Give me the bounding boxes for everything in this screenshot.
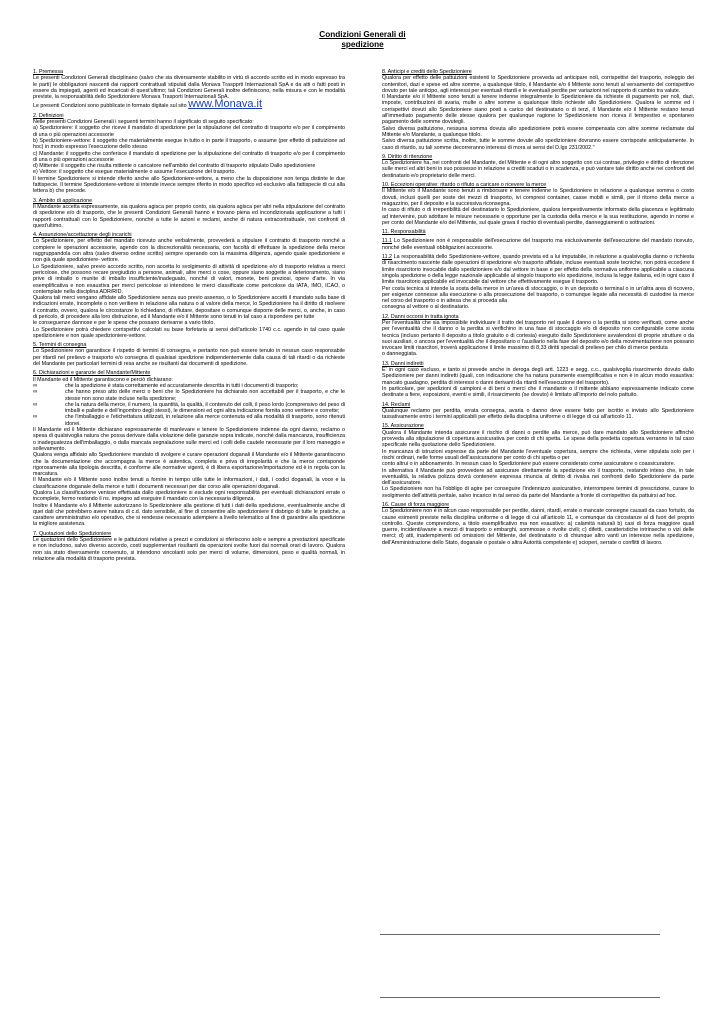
bullet-icon: ∞ [33,401,38,408]
section-heading-5: 5. Termini di consegna [33,342,87,349]
title-line-2: spedizione [341,40,384,49]
document-title [0,30,725,50]
section-13-p2-end: dovuto) è limitato all'importo del nolo pattuito. [530,392,638,399]
section-13-p1: E' in ogni caso escluso, e tanto si prevede anche in deroga degli artt. 1223 e segg. c.c., qualsivoglia risarcimento dovuto dallo Spedizioniere per danni indiretti (quali, con indicazione che ha natura puramente esemplificativa e non è in alcun modo esaustiva: mancato guadagno, perdita di interessi o danni derivanti da ritardi nell'esecuzione del trasporto). [382,367,694,386]
section-2-text: Nelle presenti Condizioni Generali i seguenti termini hanno il significato di seguito specificato: [33,119,254,126]
section-15-p4-body: Lo Spedizioniere non ha l'obbligo di agire per conseguire l'indennizzo assicurativo, interrompere termini di prescrizione, curare lo svolgimento dell'attività peritale, salvo incarico in tal senso da parte del Mandante a fronte di corrispettivo da pattuirsi [382,486,694,499]
section-7-text: Le quotazioni dello Spedizioniere e le pattuizioni relative a prezzi e condizioni si riferiscono solo e sempre a prestazioni specificate e non includono, salvo diverso accordo, costi supplementari risultanti da operazioni svolte fuori dai normali orari di lavoro. Qualora non sia stato diversamente convenuto, si intendono vincolanti solo per merci di volume, dimensioni, peso e qualità normali, in relazione alla modalità di trasporto prevista. [33,537,345,562]
section-heading-2: 2. Definizioni [33,112,64,119]
section-8-p1: Qualora per effetto delle pattuizioni esistenti lo Spedizioniere provveda ad anticipare noli, corrispettivi del trasporto, noleggio dei contenitori, dazi e spese ed altre somme, a qualunque titolo, il Mandante e/o il Mittente sono tenuti al versamento del corrispettivo dovuto per tale anticipo, agli interessi per eventuali ritardi e le eventuali perdite per variazioni nel rapporto di cambio tra valute. [382,75,694,94]
section-15-p3: In alternativa il Mandante può provvedere ad assicurare direttamente la spedizione e/o il trasporto, restando inteso che, in tale eventualità, la relativa polizza dovrà contenere espressa rinuncia al diritto di rivalsa nei confronti dello Spedizioniere da parte dell'assicuratore. [382,467,694,487]
section-6-p4: Qualora La classificazione venisse effettuata dallo spedizioniere si esclude ogni responsabilità per eventuali dichiarazioni errate o incomplete, fermo restando il ns. impegno ad eseguire il mandato con la necessaria diligenza. [33,490,345,503]
section-10-p2: In caso di rifiuto o di irreperibilità del destinatario lo Spedizioniere, qualora tempestivamente informato della giacenza e legittimato ad intervenire, può adottare le misure necessarie o opportune per la custodia della merce e la sua restituzione, agendo in nome e per conto del Mandante e/o del Mittente, sul quale grava il rischio di eventuali perdite, danneggiamenti o sottrazioni. [382,207,694,226]
section-heading-10: 10. Eccezioni operative: ritardo o rifiuto a caricare o ricevere la merce [382,182,547,189]
section-heading-4: 4. Assunzione/accettazione degli incarichi [33,232,132,239]
section-15-p2b: conto altrui o in abbonamento. In nessun caso lo Spedizioniere può essere considerato come assicuratore o coassicuratore. [382,461,676,468]
section-6-p5: Inoltre il Mandante e/o il Mittente autorizzano lo Spedizioniere alla gestione di tutti i dati della spedizione, eventualmente anche di quei dati che potrebbero avere natura di c.d. dato sensibile, al fine di consentire allo spedizioniere il disbrigo di tutte le pratiche, a carattere amministrativo e/o operativo, che si rendesse necessario adempiere a livello telematico al fine di garantire alla spedizione la migliore assistenza. [33,502,345,528]
section-heading-12: 12. Danni occorsi in tratta ignota [382,313,459,320]
section-heading-1: 1. Premessa [33,69,63,75]
section-6-p1: Il Mandante ed il Mittente dichiarano espressamente di manlevare e tenere lo Spedizioniere indenne da ogni danno, reclamo o spesa di qualsivoglia natura che possa derivare dalla violazione delle garanzie sopra indicate, nonché dalla mancanza, insufficienza o inadeguatezza dell'imballaggio, o dalla mancata segnalazione sulle merci ed i colli delle cautele necessarie per il loro maneggio e sollevamento. [33,427,345,452]
clause-text: La responsabilità dello Spedizioniere-vettore, quando prevista ed a lui imputabile, in relazione a qualsivoglia danno o richiesta di risarcimento nascente dalle operazioni di spedizione e/o trasporto affidate, incluse eventuali soste tecniche, non potrà eccedere il limite risarcitorio invocabile dallo spedizioniere e/o dal vettore in base e per effetto della normativa uniforme applicabile a ciascuna singola spedizione o della legge nazionale applicabile al singolo trasporto e/o spedizione, inclusa la legge italiana, ed in ogni caso il limite risarcitorio applicabile ed invocabile dal vettore che effettivamente esegue il trasporto. [382,254,694,286]
section-1-text-2-body: Le presenti Condizioni sono pubblicate in formato digitale sul sito [33,103,187,110]
clause-number: 11.2 [382,254,393,261]
section-heading-7: 7. Quotazioni dello Spedizioniere [33,530,112,537]
section-5-text: Lo Spedizioniere non garantisce il rispetto di termini di consegna, e pertanto non può essere tenuto in nessun caso responsabile per ritardi nel prelievo e trasporto e/o consegna di qualsiasi spedizione indipendentemente dalla causa di tali ritardi o da richieste del Mandante per particolari termini di resa anche se risultanti dai documenti di spedizione. [33,348,345,368]
section-4-p3: Qualora tali merci vengano affidate allo Spedizioniere senza suo previo assenso, o lo Spedizioniere accetti il mandato sulla base di indicazioni errate, incomplete o non veritiere in relazione alla natura o al valore della merce, lo Spedizioniere ha il diritto di risolvere il contratto, ovvero, qualora le circostanze lo richiedano, di rifiutare, depositare o comunque disporre delle merci, o, anche, in caso di pericolo, di procedere alla loro distruzione, ed il Mandante e/o il Mittente sono tenuti in tal caso a rispondere per tutte [33,295,345,320]
definition-c: c) Mandante: il soggetto che conferisce il mandato di spedizione per la stipulazione del contratto di trasporto e/o per il compimento di una o più operazioni accessorie [33,150,345,163]
section-6-p3: Il Mandante e/o il Mittente sono inoltre tenuti a fornire in tempo utile tutte le informazioni, i dati, i codici doganali, la voce e la classificazione doganale della merce e tutti i documenti necessari per dar corso alle operazioni doganali. [33,477,345,490]
section-4-p4: Lo Spedizioniere potrà chiedere corrispettivi calcolati su base forfetaria ai sensi dell'articolo 1740 c.c. agendo in tal caso quale spedizioniere e non quale spedizioniere-vettore. [33,326,345,339]
section-1-text: Le presenti Condizioni Generali disciplinano (salvo che sia diversamente stabilito in virtù di accordo scritto ed in modo espresso tra le parti) le obbligazioni nascenti dai rapporti contrattuali stipulati dalla Monava Traspprti Internazionali SpA e da atti o fatti posti in essere da impiegati, agenti ed incaricati di quest'ultimo; tali Condizioni Generali inoltre definiscono, nella misura e con le modalità previste, la responsabilità dello Spedizioniere Monava Trasporti Internazionali SpA. [33,75,345,101]
definition-a: a) Spedizioniere: il soggetto che riceve il mandato di spedizione per la stipulazione del contratto di trasporto e/o per il compimento di una o più operazioni accessorie [33,125,345,138]
section-6-p2: Qualora venga affidato allo Spedizioniere mandato di svolgere e curare operazioni doganali il Mandante e/o il Mittente garantiscono che la documentazione che accompagna la merce è autentica, completa e priva di irregolarità e che la merce corrisponde rigorosamente alla tipologia descritta, è conforme alle normative vigenti, è di libera esportazione/importazione ed è in regola con la marcatura. [33,452,345,478]
section-12-textb: o danneggiata. [382,351,418,358]
definition-d: d) Mittente: il soggetto che risulta mittente o caricatore nell'ambito del contratto di trasporto stipulato Dallo spedizioniere [33,163,316,170]
right-column [382,66,694,546]
italic-note: (se [521,392,530,399]
title-line-1: Condizioni Generali di [319,30,406,39]
section-15-p4 [382,486,694,499]
definition-b: b) Spedizioniere-vettore: il soggetto che materialmente esegue in tutto o in parte il trasporto, o assume (per effetto di pattuizione ad hoc) in modo espresso l'esecuzione dello stesso [33,137,345,151]
clause-number: 11.1 [382,238,393,245]
section-3-text: Il Mandante accetta espressamente, sia qualora agisca per proprio conto, sia qualora agisca per altri nella stipulazione del contratto di spedizione e/o di trasporto, che le presenti Condizioni Generali hanno e trovano piena ed incondizionata applicazione a tutti i rapporti contrattuali con lo Spedizioniere, nonché a tutte le azioni e reclami, anche di natura extracontrattuale, nei confronti di quest'ultimo. [33,203,345,229]
section-heading-16: 16. Cause di forza maggiore [382,502,450,508]
section-9-text: Lo Spedizioniere ha, nei confronti del Mandante, del Mittente e di ogni altro soggetto con cui contrae, privilegio e diritto di ritenzione sulle merci ed altri beni in suo possesso in relazione a crediti scaduti o in scadenza, e può vantare tale diritto anche nei confronti del destinatario e/o proprietario delle merci. [382,160,694,179]
section-4-p1: Lo Spedizioniere, per effetto del mandato ricevuto anche verbalmente, provvederà a stipulare il contratto di trasporto nonché a compiere le operazioni accessorie, agendo con la discrezionalità necessaria, con facoltà di effettuare la spedizione della merce raggruppandola con altra (salvo diverso ordine scritto) sempre operando con la massima diligenza, agendo quale spedizioniere e non già quale spedizioniere- vettore. [33,238,345,264]
section-8-p2: Il Mandante e/o il Mittente sono tenuti a tenere indenne integralmente lo Spedizioniere da richieste di pagamento per noli, dazi, imposte, contribuzioni di avaria, multe o altre somme a qualunque titolo richieste allo Spedizioniere. Qualora le somme ed i corrispettivi dovuti allo Spedizioniere siano posti a carico del destinatario o di terzi, il Mandante e/o il Mittente restano tenuti all'immediato pagamento delle stesse qualora per qualunque ragione lo Spedizioniere non riceva il tempestivo e spontaneo pagamento delle somme dovutegli. [382,94,694,126]
section-11-3: Per costa tecnica si intende la sosta della merce in un'area di stoccaggio, o in un deposito o terminal o in un'altra area di ricovero, per esigenze connesse alla esecuzione o alla prosecuzione del trasporto, o comunque legate alla necessità di custodire la merce nel corso del trasporto o in attesa che si proceda alla [382,285,694,305]
bullet-text: che hanno preso atto delle merci o beni che lo Spedizioniere ha dichiarato non accettabili per il trasporto, e che le stesse non sono state incluse nella spedizione; [65,389,345,402]
section-12-text: Per l'eventualità che sia impossibile individuare il tratto del trasporto nel quale il danno o la perdita si sono verificati, come anche per l'eventualità che il danno o la perdita si verifichino in una fase di stoccaggio e/o di deposito non configurabile come sosta tecnica (incluso pertanto il deposito a titolo gratuito o di cortesia) eseguito dallo Spedizioniere avvalendosi di proprie strutture o da suoi ausiliari, o ancora per l'eventualità che il depositario o l'ausiliario nella fase del deposito e/o della movimentazione non possano invocare limiti risarcitori, troverà applicazione il limite massimo di 8,33 diritti speciali di prelievo per chilo di merce perduta [382,319,694,352]
section-8-p4: Salvo diversa pattuizione scritta, inoltre, tutte le somme dovute allo spedizioniere dovranno essere corrisposte anticipatamente. In caso di ritardo, su tali somme decorreranno interessi di mora ai sensi del D.lgs 231/2002." [382,138,694,151]
left-column [33,66,345,562]
section-heading-3: 3. Ambito di applicazione [33,197,93,204]
section-11-2 [382,254,694,285]
definition-e: e) Vettore: il soggetto che esegue materialmente o assume l'esecuzione del trasporto. [33,169,237,176]
section-heading-11: 11. Responsabilità [382,229,426,236]
section-1-text-2 [33,100,345,109]
section-4-p3b: le conseguenze dannose e per le spese che possano derivarne a vario titolo. [33,320,215,327]
italic-note: ad hoc. [659,492,677,499]
section-10-p1: Il Mittente e/o il Mandante sono tenuti a rimborsare e tenere indenne lo Spedizioniere in relazione a qualunque somma o costo dovuti, inclusi quelli per soste dei mezzi di trasporto, ivi compresi container, casse mobili e simili, per il ritorno della merce a magazzino, per il deposito e la successiva riconsegna. [382,188,694,207]
section-heading-8: 8. Anticipi e crediti dello Spedizioniere [382,69,472,75]
bullet-item [33,402,345,415]
bullet-text: che l'imballaggio e l'etichettatura utilizzati, in relazione alla merce contenuta ed alla modalità di trasporto, sono ritenuti idonei. [65,414,345,427]
section-heading-15: 15. Assicurazione [382,423,424,430]
section-14-text: Qualunque reclamo per perdita, errata consegna, avaria o danno deve essere fatto per iscritto e inviato allo Spedizioniere tassativamente entro i termini applicabili per effetto della disciplina uniforme o di legge di cui all'articolo 11. [382,407,694,421]
bullet-item [33,414,345,427]
footer-rule [380,997,660,998]
bullet-icon: ∞ [33,382,38,389]
section-8-p3: Salvo diversa pattuizione, nessuna somma dovuta allo spedizioniere potrà essere compensata con altre somme reclamate dal Mittente e/o Mandante, a qualunque titolo. [382,125,694,138]
section-13-p2-body: In particolare, per spedizioni di campioni e di beni o merci che il mandante o il mittente abbiano espressamente indicato come destinate a fiere, esposizioni, eventi e simili, il risarcimento [382,385,694,399]
bullet-icon: ∞ [33,414,38,421]
bullet-text: che la natura della merce, il numero, la quantità, la qualità, il contenuto dei colli, il peso lordo (comprensivo del peso di imballi e pallette e dell'ingombro degli stessi), le dimensioni ed ogni altra indicazione fornita sono veritiere e corrette; [65,401,345,415]
section-2-end: Il termine Spedizioniere si intende riferito anche allo Spedizioniere-vettore, a meno che la disposizione non tenga distinte le due fattispecie. Il termine Spedizioniere-vettore si intende invece sempre riferito in modo specifico ed esclusivo alla fattispecie di cui alla lettera b) che precede. [33,175,345,195]
section-16-text: Lo Spedizioniere non è in alcun caso responsabile per perdite, danni, ritardi, errate o mancate consegne causati da caso fortuito, da cause esimenti previste nella disciplina uniforme o di legge di cui all'articolo 11, e comunque da circostanze al di fuori del proprio controllo. Queste comprendono, a titolo esemplificativo ma non esaustivo: a) calamità naturali b) casi di forza maggiore quali guerre, incidenti/avarie a mezzi di trasporto o embarghi, sommosse o rivolte civili; c) difetti, caratteristiche intrinseche o vizi delle merci; d) atti, inadempimenti od omissioni del Mittente, del destinatario o di chiunque altro vanti un interesse nella spedizione, dell'Amministrazione dello Stato, doganale o postale o altra Autorità competente e) scioperi, serrate o conflitti di lavoro. [382,508,694,546]
bullet-text: che la spedizione è stata correttamente ed accuratamente descritta in tutti i documenti di trasporto; [65,382,299,389]
section-heading-14: 14. Reclami [382,401,411,408]
section-heading-13: 13. Danni indiretti [382,360,424,367]
website-link[interactable]: www.Monava.it [188,98,263,111]
clause-text: Lo Spedizioniere non è responsabile dell'esecuzione del trasporto ma esclusivamente dell'esecuzione del mandato ricevuto, nonché delle eventuali obbligazioni accessorie. [382,238,694,251]
section-15-p1: Qualora il Mandante intenda assicurare il rischio di danni o perdite alla merce, può dare mandato allo Spedizioniere affinché provveda alla stipulazione di copertura assicurativa per conto di chi spetta. Le spese della predetta copertura verranno in tal caso specificate nella quotazione dello Spedizioniere. [382,429,694,449]
section-13-p2 [382,386,694,399]
section-heading-6: 6. Dichiarazioni e garanzie del Mandante/Mittente [33,370,151,377]
section-11-1 [382,238,694,251]
section-4-p2: Lo Spedizioniere, salvo previo accordo scritto, non accetta lo svolgimento di attività di spedizione e/o di trasporto relativa a merci pericolose, che possono recare pregiudizio a persone, animali, altre merci o cose, oppure siano soggette a deterioramento, siano prive di imballo o munite di imballo insufficiente/inadeguato, nonché di valori, monete, beni preziosi, opere d'arte. In via esemplificativa e non esaustiva per merci pericolose si intendono le merci classificate come pericolose da IATA, IMO, ICAO, o contemplate nella disciplina ADR/RID. [33,263,345,295]
section-heading-9: 9. Diritto di ritenzione [382,153,433,160]
section-6-intro: Il Mandante ed il Mittente garantiscono e perciò dichiarano: [33,376,173,383]
footer-rule [380,934,660,935]
bullet-item [33,389,345,402]
bullet-icon: ∞ [33,389,38,396]
section-11-3b: consegna al vettore o al destinatario. [382,304,470,311]
section-15-p2: In mancanza di istruzioni espresse da parte del Mandante l'eventuale copertura, sempre che richiesta, viene stipulata solo per i rischi ordinari, nelle forme usuali dell'assicurazione per conto di chi spetta o per [382,448,694,461]
